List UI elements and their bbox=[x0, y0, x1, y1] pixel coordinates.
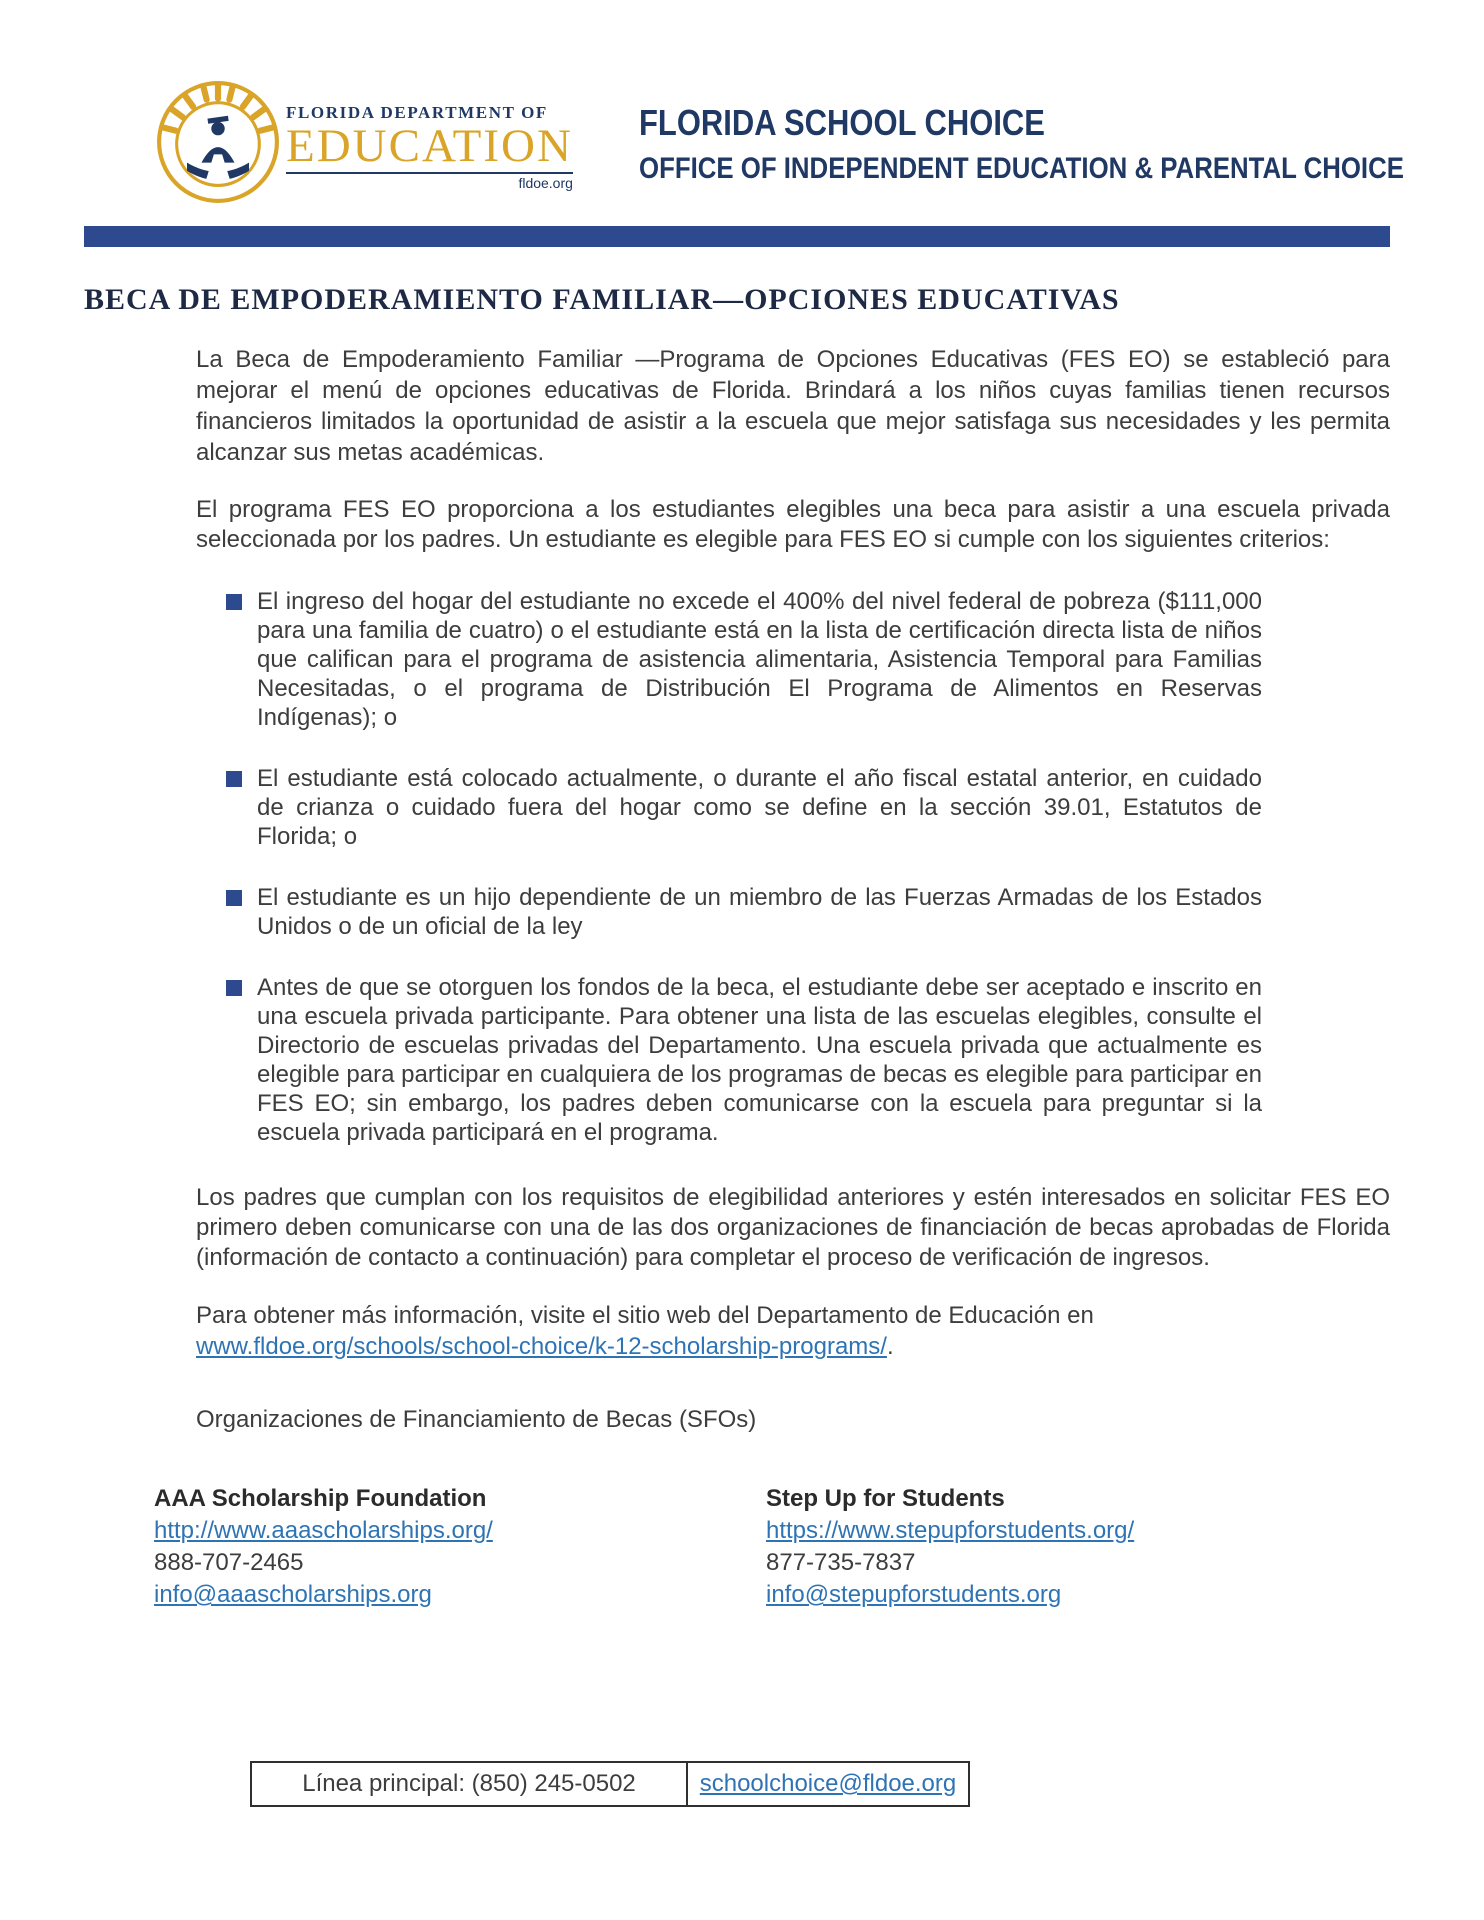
list-item bbox=[226, 883, 1262, 941]
office-title-block bbox=[639, 102, 1484, 186]
more-info-text: Para obtener más información, visite el sitio web del Departamento de Educación en bbox=[196, 1302, 1094, 1329]
logo-department-text: FLORIDA DEPARTMENT OF bbox=[286, 103, 548, 123]
sfo-aaa-card bbox=[154, 1483, 766, 1611]
sfo-heading: Organizaciones de Financiamiento de Becas (SFOs) bbox=[196, 1406, 757, 1433]
logo-underline bbox=[286, 172, 573, 174]
sfo-sufs-phone: 877-735-7837 bbox=[766, 1549, 916, 1576]
bullet-text-foster-care: El estudiante está colocado actualmente, o durante el año fiscal estatal anterior, en cuidado de crianza o cuidado fuera del hogar como se define en la sección 39.01, Estatutos de Florida; o bbox=[257, 765, 1262, 850]
footer-main-line: Línea principal: (850) 245-0502 bbox=[252, 1763, 688, 1805]
sfo-aaa-name: AAA Scholarship Foundation bbox=[154, 1485, 487, 1512]
office-title-line1: FLORIDA SCHOOL CHOICE bbox=[638, 102, 1045, 143]
list-item bbox=[226, 587, 1262, 732]
square-bullet-icon bbox=[226, 594, 242, 610]
list-item bbox=[226, 764, 1262, 851]
footer-email-cell bbox=[688, 1763, 968, 1805]
sfo-aaa-website-link[interactable]: http://www.aaascholarships.org/ bbox=[154, 1517, 493, 1544]
logo-site-text: fldoe.org bbox=[518, 174, 573, 191]
document-title: BECA DE EMPODERAMIENTO FAMILIAR—OPCIONES EDUCATIVAS bbox=[84, 283, 1120, 316]
sfo-sufs-website-link[interactable]: https://www.stepupforstudents.org/ bbox=[766, 1517, 1135, 1544]
fdoe-logo bbox=[156, 80, 573, 204]
bullet-text-enrollment: Antes de que se otorguen los fondos de la beca, el estudiante debe ser aceptado e inscrito en una escuela privada participante. Para obtener una lista de las escuelas elegibles, consulte el Directorio de escuelas privadas del Departamento. Una escuela privada que actualmente es elegible para participar en cualquiera de los programas de becas es elegible para participar en FES EO; sin embargo, los padres deben comunicarse con la escuela para preguntar si la escuela privada participará en el programa. bbox=[257, 974, 1262, 1146]
eligibility-bullet-list bbox=[196, 587, 1390, 1147]
header-divider-bar bbox=[84, 226, 1390, 247]
intro-paragraph-2: El programa FES EO proporciona a los estudiantes elegibles una beca para asistir a una escuela privada seleccionada por los padres. Un estudiante es elegible para FES EO si cumple con los siguientes criterios: bbox=[196, 496, 1390, 553]
logo-text-block bbox=[286, 103, 573, 191]
sfo-sufs-card bbox=[766, 1483, 1378, 1611]
bullet-text-military: El estudiante es un hijo dependiente de un miembro de las Fuerzas Armadas de los Estados Unidos o de un oficial de la ley bbox=[257, 884, 1262, 940]
more-info-paragraph bbox=[196, 1300, 1390, 1362]
square-bullet-icon bbox=[226, 980, 242, 996]
bullet-text-income: El ingreso del hogar del estudiante no excede el 400% del nivel federal de pobreza ($111,000 para una familia de cuatro) o el estudiante está en la lista de certificación directa lista de niños que califican para el programa de asistencia alimentaria, Asistencia Temporal para Familias Necesitadas, o el programa de Distribución El Programa de Alimentos en Reservas Indígenas); o bbox=[257, 588, 1262, 731]
sfo-sufs-name: Step Up for Students bbox=[766, 1485, 1005, 1512]
office-title-line2: OFFICE OF INDEPENDENT EDUCATION & PARENTAL CHOICE bbox=[638, 152, 1404, 185]
sfo-aaa-email-link[interactable]: info@aaascholarships.org bbox=[154, 1581, 432, 1608]
list-item bbox=[226, 973, 1262, 1147]
square-bullet-icon bbox=[226, 771, 242, 787]
sfo-sufs-email-link[interactable]: info@stepupforstudents.org bbox=[766, 1581, 1062, 1608]
contact-footer-table bbox=[250, 1761, 970, 1807]
fdoe-seal-icon bbox=[156, 80, 280, 204]
footer-email-link[interactable]: schoolchoice@fldoe.org bbox=[699, 1770, 957, 1797]
scholarship-programs-link[interactable]: www.fldoe.org/schools/school-choice/k-12-scholarship-programs/ bbox=[196, 1333, 887, 1360]
document-body bbox=[196, 344, 1390, 1435]
sfo-contact-paragraph: Los padres que cumplan con los requisitos de elegibilidad anteriores y estén interesados en solicitar FES EO primero deben comunicarse con una de las dos organizaciones de financiación de becas aprobadas de Florida (información de contacto a continuación) para completar el proceso de verificación de ingresos. bbox=[196, 1184, 1390, 1271]
sfo-columns bbox=[154, 1483, 1394, 1611]
sfo-aaa-phone: 888-707-2465 bbox=[154, 1549, 304, 1576]
intro-paragraph-1: La Beca de Empoderamiento Familiar —Programa de Opciones Educativas (FES EO) se estableció para mejorar el menú de opciones educativas de Florida. Brindará a los niños cuyas familias tienen recursos financieros limitados la oportunidad de asistir a la escuela que mejor satisfaga sus necesidades y les permita alcanzar sus metas académicas. bbox=[196, 346, 1390, 466]
square-bullet-icon bbox=[226, 890, 242, 906]
header bbox=[0, 0, 1484, 204]
logo-education-text: EDUCATION bbox=[286, 120, 573, 173]
more-info-period: . bbox=[886, 1333, 894, 1360]
